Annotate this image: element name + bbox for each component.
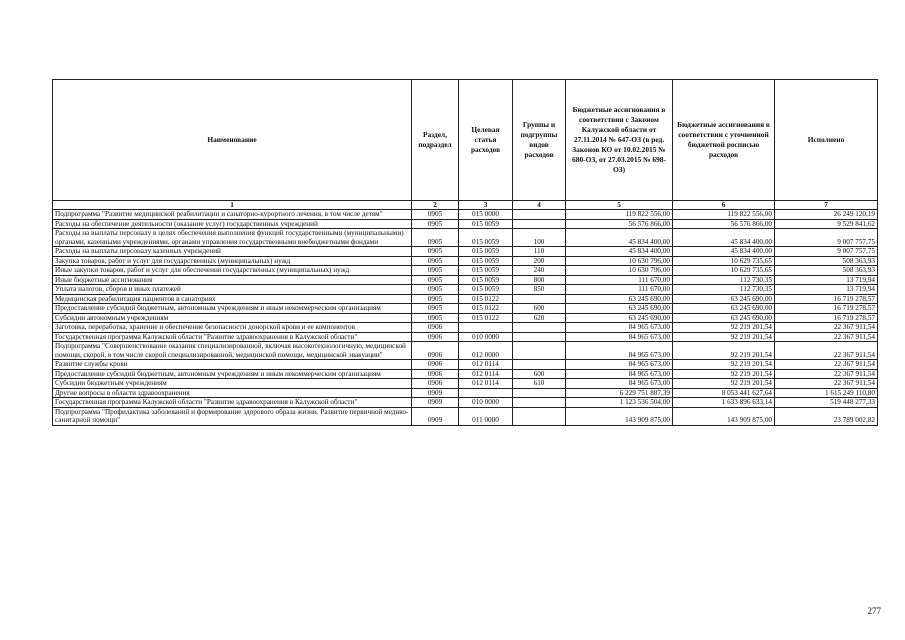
row-group xyxy=(513,323,566,333)
row-executed: 16 719 278,57 xyxy=(775,304,878,314)
row-executed: 22 367 911,54 xyxy=(775,342,878,360)
row-name: Другие вопросы в области здравоохранения xyxy=(53,388,412,398)
row-assign-law: 10 630 796,00 xyxy=(566,256,673,266)
header-executed: Исполнено xyxy=(775,80,878,201)
header-name: Наименование xyxy=(53,80,412,201)
row-name: Субсидии автономным учреждениям xyxy=(53,313,412,323)
row-group xyxy=(513,294,566,304)
row-section: 0906 xyxy=(412,360,459,370)
row-assign-list: 10 629 735,65 xyxy=(673,266,775,276)
row-executed: 16 719 278,57 xyxy=(775,294,878,304)
row-target: 015 0059 xyxy=(459,229,513,247)
row-assign-list: 92 219 201,54 xyxy=(673,342,775,360)
row-target: 015 0122 xyxy=(459,294,513,304)
column-number: 1 xyxy=(53,201,412,210)
row-assign-list: 45 834 400,00 xyxy=(673,229,775,247)
row-group: 850 xyxy=(513,285,566,295)
row-assign-list: 10 629 735,65 xyxy=(673,256,775,266)
row-assign-list: 92 219 201,54 xyxy=(673,369,775,379)
table-row xyxy=(53,304,878,314)
row-executed: 508 363,93 xyxy=(775,256,878,266)
row-executed: 22 367 911,54 xyxy=(775,369,878,379)
table-row xyxy=(53,313,878,323)
row-executed: 22 367 911,54 xyxy=(775,323,878,333)
row-assign-law: 63 245 690,00 xyxy=(566,294,673,304)
row-assign-law: 111 670,00 xyxy=(566,275,673,285)
row-assign-law: 84 965 673,00 xyxy=(566,342,673,360)
header-group: Группы и подгруппы видов расходов xyxy=(513,80,566,201)
table-row xyxy=(53,360,878,370)
row-assign-law: 63 245 690,00 xyxy=(566,304,673,314)
row-group: 600 xyxy=(513,304,566,314)
table-row xyxy=(53,275,878,285)
row-section: 0905 xyxy=(412,294,459,304)
row-group: 200 xyxy=(513,256,566,266)
row-group: 800 xyxy=(513,275,566,285)
column-number: 2 xyxy=(412,201,459,210)
row-assign-law: 63 245 690,00 xyxy=(566,313,673,323)
row-assign-law: 84 965 673,00 xyxy=(566,323,673,333)
row-assign-list: 63 245 690,00 xyxy=(673,294,775,304)
header-section: Раздел, подраздел xyxy=(412,80,459,201)
row-executed: 9 007 757,75 xyxy=(775,229,878,247)
column-number-row xyxy=(53,201,878,210)
row-target: 012 0114 xyxy=(459,369,513,379)
row-assign-list: 1 633 896 633,14 xyxy=(673,398,775,408)
row-executed: 22 367 911,54 xyxy=(775,379,878,389)
table-row xyxy=(53,247,878,257)
row-name: Закупка товаров, работ и услуг для государственных (муниципальных) нужд xyxy=(53,256,412,266)
row-name: Субсидии бюджетным учреждениям xyxy=(53,379,412,389)
row-executed: 23 789 002,82 xyxy=(775,407,878,425)
row-group xyxy=(513,360,566,370)
row-assign-law: 84 965 673,00 xyxy=(566,379,673,389)
row-assign-list: 92 219 201,54 xyxy=(673,332,775,342)
column-number: 3 xyxy=(459,201,513,210)
row-group: 100 xyxy=(513,229,566,247)
row-target: 012 0114 xyxy=(459,360,513,370)
row-section: 0909 xyxy=(412,398,459,408)
row-name: Заготовка, переработка, хранение и обеспечение безопасности донорской крови и ее компонентов xyxy=(53,323,412,333)
row-assign-law: 84 965 673,00 xyxy=(566,369,673,379)
row-target xyxy=(459,323,513,333)
column-number: 5 xyxy=(566,201,673,210)
row-assign-list: 92 219 201,54 xyxy=(673,379,775,389)
row-assign-list: 143 909 875,00 xyxy=(673,407,775,425)
table-row xyxy=(53,294,878,304)
row-target: 015 0059 xyxy=(459,266,513,276)
row-target: 011 0000 xyxy=(459,407,513,425)
column-number: 7 xyxy=(775,201,878,210)
row-target: 015 0000 xyxy=(459,210,513,220)
row-section: 0905 xyxy=(412,219,459,229)
row-section: 0905 xyxy=(412,256,459,266)
row-assign-law: 143 909 875,00 xyxy=(566,407,673,425)
row-executed: 22 367 911,54 xyxy=(775,332,878,342)
row-name: Медицинская реабилитация пациентов в санаториях xyxy=(53,294,412,304)
table-row xyxy=(53,332,878,342)
row-assign-law: 84 965 673,00 xyxy=(566,332,673,342)
row-name: Предоставление субсидий бюджетным, автономным учреждениям и иным некоммерческим организациям xyxy=(53,304,412,314)
row-assign-law: 6 229 751 887,39 xyxy=(566,388,673,398)
row-group xyxy=(513,407,566,425)
page-number: 277 xyxy=(867,606,881,616)
row-name: Расходы на выплаты персоналу казенных учреждений xyxy=(53,247,412,257)
table-row xyxy=(53,229,878,247)
row-assign-list: 56 576 866,00 xyxy=(673,219,775,229)
row-group xyxy=(513,398,566,408)
row-target: 015 0059 xyxy=(459,285,513,295)
row-name: Государственная программа Калужской области "Развитие здравоохранения в Калужской области" xyxy=(53,398,412,408)
row-section: 0906 xyxy=(412,369,459,379)
row-section: 0905 xyxy=(412,304,459,314)
table-row xyxy=(53,323,878,333)
budget-table xyxy=(52,79,878,426)
row-section: 0905 xyxy=(412,285,459,295)
row-executed: 508 363,93 xyxy=(775,266,878,276)
row-target: 010 0000 xyxy=(459,332,513,342)
row-executed: 13 719,94 xyxy=(775,285,878,295)
row-section: 0905 xyxy=(412,275,459,285)
row-target: 012 0000 xyxy=(459,342,513,360)
header-assign-law: Бюджетные ассигнования в соответствии с Законом Калужской области от 27.11.2014 № 647-ОЗ (в ред. Законов КО от 10.02.2015 № 680-ОЗ, от 27.03.2015 № 698-ОЗ) xyxy=(566,80,673,201)
row-name: Иные закупки товаров, работ и услуг для обеспечения государственных (муниципальных) нужд xyxy=(53,266,412,276)
row-target: 012 0114 xyxy=(459,379,513,389)
row-executed: 9 529 841,62 xyxy=(775,219,878,229)
table-row xyxy=(53,388,878,398)
row-group xyxy=(513,332,566,342)
row-name: Уплата налогов, сборов и иных платежей xyxy=(53,285,412,295)
row-target: 015 0122 xyxy=(459,313,513,323)
row-executed: 26 249 120,19 xyxy=(775,210,878,220)
row-group: 600 xyxy=(513,369,566,379)
row-section: 0909 xyxy=(412,388,459,398)
row-section: 0906 xyxy=(412,323,459,333)
row-assign-list: 45 834 400,00 xyxy=(673,247,775,257)
row-target: 015 0059 xyxy=(459,219,513,229)
row-assign-list: 63 245 690,00 xyxy=(673,313,775,323)
row-group xyxy=(513,210,566,220)
row-target: 010 0000 xyxy=(459,398,513,408)
row-executed: 16 719 278,57 xyxy=(775,313,878,323)
row-group: 110 xyxy=(513,247,566,257)
row-assign-law: 1 123 536 504,00 xyxy=(566,398,673,408)
row-assign-law: 56 576 866,00 xyxy=(566,219,673,229)
row-assign-list: 92 219 201,54 xyxy=(673,360,775,370)
row-executed: 22 367 911,54 xyxy=(775,360,878,370)
row-section: 0905 xyxy=(412,229,459,247)
row-assign-list: 63 245 690,00 xyxy=(673,304,775,314)
header-target: Целевая статья расходов xyxy=(459,80,513,201)
row-section: 0905 xyxy=(412,313,459,323)
row-assign-list: 112 730,35 xyxy=(673,275,775,285)
row-group: 610 xyxy=(513,379,566,389)
row-target: 015 0059 xyxy=(459,256,513,266)
table-row xyxy=(53,398,878,408)
row-executed: 1 615 249 110,80 xyxy=(775,388,878,398)
row-group xyxy=(513,219,566,229)
row-section: 0906 xyxy=(412,332,459,342)
table-row xyxy=(53,219,878,229)
row-name: Предоставление субсидий бюджетным, автономным учреждениям и иным некоммерческим организациям xyxy=(53,369,412,379)
row-group xyxy=(513,388,566,398)
row-target: 015 0122 xyxy=(459,304,513,314)
table-row xyxy=(53,210,878,220)
row-name: Подпрограмма "Совершенствование оказания специализированной, включая высокотехнологичную, медицинской помощи, скорой, в том числе скорой специализированной, медицинской помощи, медицинской эвакуации" xyxy=(53,342,412,360)
row-section: 0905 xyxy=(412,266,459,276)
row-group: 620 xyxy=(513,313,566,323)
row-name: Подпрограмма "Развитие медицинской реабилитации и санаторно-курортного лечения, в том числе детям" xyxy=(53,210,412,220)
row-assign-law: 84 965 673,00 xyxy=(566,360,673,370)
table-row xyxy=(53,285,878,295)
row-executed: 13 719,94 xyxy=(775,275,878,285)
table-row xyxy=(53,379,878,389)
row-section: 0909 xyxy=(412,407,459,425)
row-section: 0905 xyxy=(412,247,459,257)
row-executed: 519 448 277,33 xyxy=(775,398,878,408)
row-name: Иные бюджетные ассигнования xyxy=(53,275,412,285)
row-group: 240 xyxy=(513,266,566,276)
row-assign-law: 10 630 796,00 xyxy=(566,266,673,276)
header-row xyxy=(53,80,878,201)
table-row xyxy=(53,369,878,379)
column-number: 6 xyxy=(673,201,775,210)
row-target: 015 0059 xyxy=(459,275,513,285)
row-assign-law: 45 834 400,00 xyxy=(566,229,673,247)
row-name: Расходы на обеспечение деятельности (оказание услуг) государственных учреждений xyxy=(53,219,412,229)
row-assign-law: 119 822 556,00 xyxy=(566,210,673,220)
row-assign-list: 8 053 441 627,64 xyxy=(673,388,775,398)
row-assign-law: 111 670,00 xyxy=(566,285,673,295)
row-name: Развитие службы крови xyxy=(53,360,412,370)
row-group xyxy=(513,342,566,360)
header-assign-list: Бюджетные ассигнования в соответствии с уточненной бюджетной росписью расходов xyxy=(673,80,775,201)
row-target xyxy=(459,388,513,398)
table-row xyxy=(53,266,878,276)
row-assign-list: 119 822 556,00 xyxy=(673,210,775,220)
row-assign-list: 92 219 201,54 xyxy=(673,323,775,333)
row-section: 0906 xyxy=(412,342,459,360)
row-target: 015 0059 xyxy=(459,247,513,257)
table-row xyxy=(53,256,878,266)
row-section: 0905 xyxy=(412,210,459,220)
table-row xyxy=(53,342,878,360)
table-row xyxy=(53,407,878,425)
row-executed: 9 007 757,75 xyxy=(775,247,878,257)
row-name: Подпрограмма "Профилактика заболеваний и формирование здорового образа жизни. Развитие первичной медико-санитарной помощи" xyxy=(53,407,412,425)
row-assign-list: 112 730,35 xyxy=(673,285,775,295)
row-name: Государственная программа Калужской области "Развитие здравоохранения в Калужской области" xyxy=(53,332,412,342)
row-name: Расходы на выплаты персоналу в целях обеспечения выполнения функций государственными (муниципальными) органами, казенными учреждениями, органами управления государственными внебюджетными фондами xyxy=(53,229,412,247)
column-number: 4 xyxy=(513,201,566,210)
row-assign-law: 45 834 400,00 xyxy=(566,247,673,257)
row-section: 0906 xyxy=(412,379,459,389)
